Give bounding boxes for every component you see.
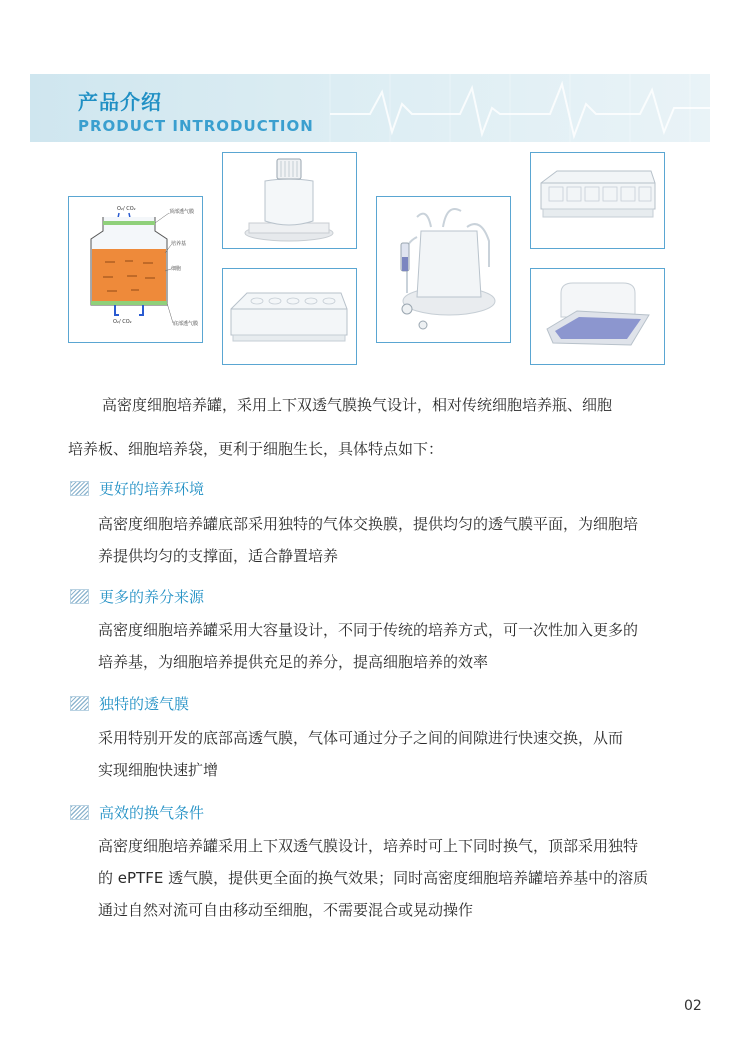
- hatch-bullet-icon: [70, 805, 89, 820]
- page-number: 02: [684, 998, 702, 1014]
- intro-paragraph: [68, 384, 680, 470]
- culture-medium: [92, 249, 166, 301]
- section-body: 高密度细胞培养罐采用大容量设计，不同于传统的培养方式，可一次性加入更多的 培养基，为细胞培养提供充足的养分，提高细胞培养的效率: [98, 621, 639, 671]
- hatch-bullet-icon: [70, 696, 89, 711]
- product-photo-membrane-plate: [530, 268, 665, 365]
- label-top-membrane: 顶部透气膜: [169, 209, 195, 215]
- product-photo-bottle: [222, 152, 357, 249]
- section-body: 高密度细胞培养罐底部采用独特的气体交换膜，提供均匀的透气膜平面，为细胞培 养提供均匀的支撑面，适合静置培养: [98, 515, 639, 565]
- gas-label-top: O₂/ CO₂: [117, 206, 136, 212]
- bottom-membrane: [91, 301, 167, 305]
- page-title: 产品介绍: [78, 90, 162, 114]
- header-banner: [30, 74, 710, 142]
- label-medium: 培养基: [171, 241, 187, 247]
- section-heading: 更好的培养环境: [70, 478, 204, 498]
- product-photo-apparatus: [376, 196, 511, 343]
- section-body: 采用特别开发的底部高透气膜，气体可通过分子之间的间隙进行快速交换，从而 实现细胞快速扩增: [98, 729, 624, 779]
- hatch-bullet-icon: [70, 589, 89, 604]
- intro-line-2: 培养板、细胞培养袋，更利于细胞生长，具体特点如下：: [68, 440, 444, 458]
- label-bottom-membrane: 底部透气膜: [173, 321, 199, 327]
- section-heading: 高效的换气条件: [70, 802, 204, 822]
- product-photo-tray: [222, 268, 357, 365]
- culture-vessel-diagram: [68, 196, 203, 343]
- section-heading: 独特的透气膜: [70, 693, 189, 713]
- page-subtitle: PRODUCT INTRODUCTION: [78, 117, 314, 135]
- section-heading: 更多的养分来源: [70, 586, 204, 606]
- intro-line-1: 高密度细胞培养罐，采用上下双透气膜换气设计，相对传统细胞培养瓶、细胞: [102, 396, 613, 414]
- gas-label-bottom: O₂/ CO₂: [113, 319, 132, 325]
- top-membrane: [103, 221, 155, 225]
- label-cells: 细胞: [171, 266, 182, 272]
- product-photo-lidded-box: [530, 152, 665, 249]
- hatch-bullet-icon: [70, 481, 89, 496]
- section-body: 高密度细胞培养罐采用上下双透气膜设计，培养时可上下同时换气，顶部采用独特 的 ePTFE 透气膜，提供更全面的换气效果；同时高密度细胞培养罐培养基中的溶质 通过自然对流可自由移动至细胞，不需要混合或晃动操作: [98, 837, 649, 919]
